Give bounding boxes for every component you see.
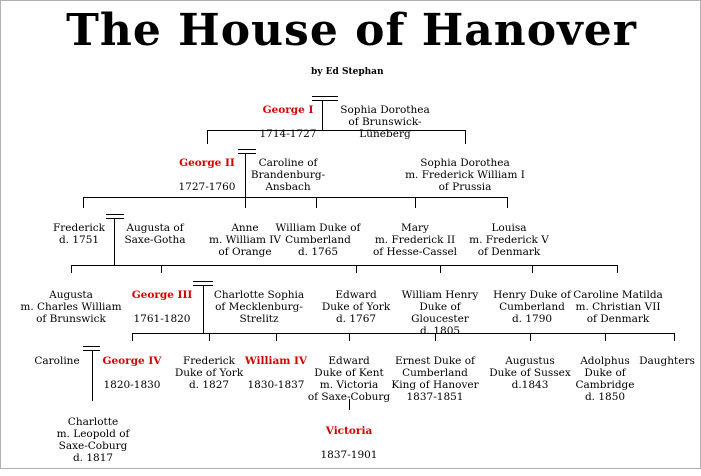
person-augustus: Augustus Duke of Sussex d.1843 xyxy=(489,355,571,391)
person-augusta-saxe-gotha: Augusta of Saxe-Gotha xyxy=(124,222,186,246)
person-caroline: Caroline xyxy=(34,355,80,367)
person-charlotte: Charlotte m. Leopold of Saxe-Coburg d. 1817 xyxy=(56,416,130,464)
person-edward-kent: Edward Duke of Kent m. Victoria of Saxe-Coburg xyxy=(307,355,391,403)
person-louisa: Louisa m. Frederick V of Denmark xyxy=(469,222,549,258)
name-george-iii: George III xyxy=(131,289,193,301)
person-adolphus: Adolphus Duke of Cambridge d. 1850 xyxy=(575,355,635,403)
byline: by Ed Stephan xyxy=(311,67,384,77)
page-title: The House of Hanover xyxy=(66,5,637,56)
person-mary: Mary m. Frederick II of Hesse-Cassel xyxy=(372,222,458,258)
person-caroline-brandenburg: Caroline of Brandenburg- Ansbach xyxy=(250,157,326,193)
reign-george-i: 1714-1727 xyxy=(259,128,317,140)
reign-george-iii: 1761-1820 xyxy=(133,313,191,325)
person-sophia-dorothea-prussia: Sophia Dorothea m. Frederick William I of Prussia xyxy=(405,157,525,193)
reign-george-ii: 1727-1760 xyxy=(178,181,236,193)
person-caroline-matilda: Caroline Matilda m. Christian VII of Denmark xyxy=(573,289,663,325)
person-edward-york: Edward Duke of York d. 1767 xyxy=(321,289,391,325)
person-anne: Anne m. William IV of Orange xyxy=(209,222,281,258)
name-george-ii: George II xyxy=(179,157,235,169)
person-charlotte-sophia: Charlotte Sophia of Mecklenburg- Strelitz xyxy=(213,289,305,325)
person-george-iv xyxy=(99,343,165,403)
name-william-iv: William IV xyxy=(244,355,308,367)
person-george-i xyxy=(253,92,323,152)
person-frederick: Frederick d. 1751 xyxy=(52,222,106,246)
name-george-i: George I xyxy=(262,104,314,116)
person-william-cumberland: William Duke of Cumberland d. 1765 xyxy=(275,222,361,258)
person-frederick-york: Frederick Duke of York d. 1827 xyxy=(174,355,244,391)
name-george-iv: George IV xyxy=(102,355,162,367)
person-henry-cumberland: Henry Duke of Cumberland d. 1790 xyxy=(493,289,571,325)
reign-george-iv: 1820-1830 xyxy=(103,379,161,391)
person-william-iv xyxy=(241,343,311,403)
person-george-iii xyxy=(127,277,197,337)
name-victoria: Victoria xyxy=(325,425,373,437)
person-ernest: Ernest Duke of Cumberland King of Hanover 1837-1851 xyxy=(391,355,479,403)
reign-victoria: 1837-1901 xyxy=(320,449,378,461)
person-victoria xyxy=(309,413,389,473)
person-george-ii xyxy=(173,145,241,205)
reign-william-iv: 1830-1837 xyxy=(247,379,305,391)
person-daughters: Daughters xyxy=(639,355,695,367)
person-augusta-brunswick: Augusta m. Charles William of Brunswick xyxy=(20,289,122,325)
person-sophia-dorothea-brunswick: Sophia Dorothea of Brunswick-Lüneberg xyxy=(340,104,430,140)
person-william-henry: William Henry Duke of Gloucester d. 1805 xyxy=(401,289,479,337)
